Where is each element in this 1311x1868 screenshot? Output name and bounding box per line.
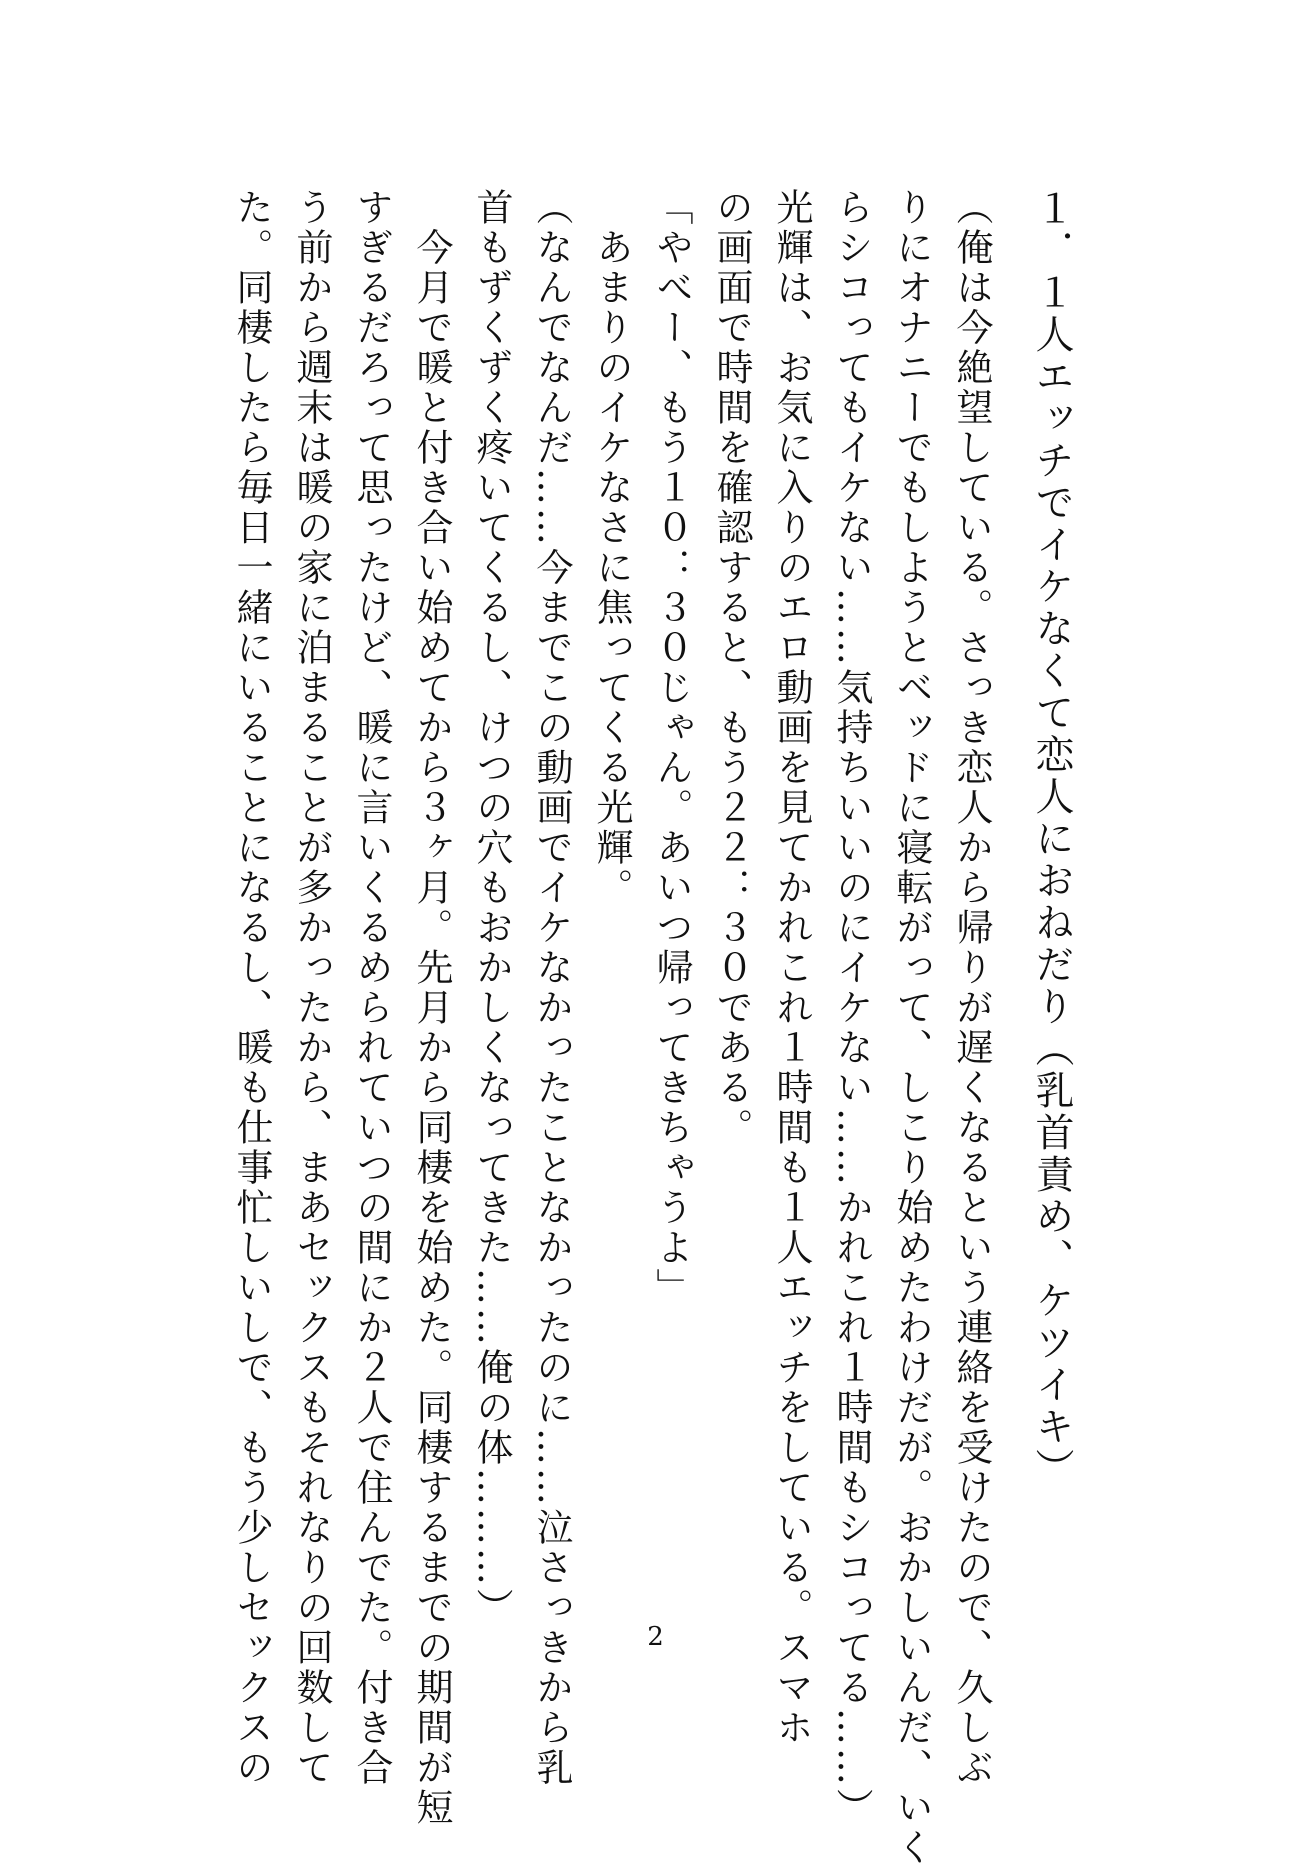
text-line: あまりのイケなさに焦ってくる光輝。 (590, 188, 633, 908)
text-line: （俺は今絶望している。さっき恋人から帰りが遅くなるという連絡を受けたので、久しぶ (950, 188, 993, 1788)
text-line: らシコってもイケない……気持ちいいのにイケない……かれこれ１時間もシコってる……） (830, 188, 873, 1828)
text-line: （なんでなんだ……今までこの動画でイケなかったことなかったのに……泣さっきから乳 (530, 188, 573, 1788)
text-line: りにオナニーでもしようとベッドに寝転がって、しこり始めたわけだが。おかしいんだ、いく (890, 188, 933, 1868)
chapter-title: １．１人エッチでイケなくて恋人におねだり（乳首責め、ケツイキ） (1029, 188, 1074, 1490)
text-line: の画面で時間を確認すると、もう２２：３０である。 (710, 188, 753, 1148)
text-line: 首もずくずく疼いてくるし、けつの穴もおかしくなってきた……俺の体………） (470, 188, 513, 1628)
text-line: 「やべー、もう１０：３０じゃん。あいつ帰ってきちゃうよ」 (650, 188, 693, 1308)
text-line: た。同棲したら毎日一緒にいることになるし、暖も仕事忙しいしで、もう少しセックスの (230, 188, 273, 1788)
vertical-text-body (221, 188, 1081, 1868)
text-line: 光輝は、お気に入りのエロ動画を見てかれこれ１時間も１人エッチをしている。スマホ (770, 188, 813, 1748)
page-number: 2 (647, 1622, 664, 1652)
text-line: う前から週末は暖の家に泊まることが多かったから、まあセックスもそれなりの回数して (290, 188, 333, 1788)
text-line: 今月で暖と付き合い始めてから３ヶ月。先月から同棲を始めた。同棲するまでの期間が短 (410, 188, 453, 1828)
text-line: すぎるだろって思ったけど、暖に言いくるめられていつの間にか２人で住んでた。付き合 (350, 188, 393, 1788)
